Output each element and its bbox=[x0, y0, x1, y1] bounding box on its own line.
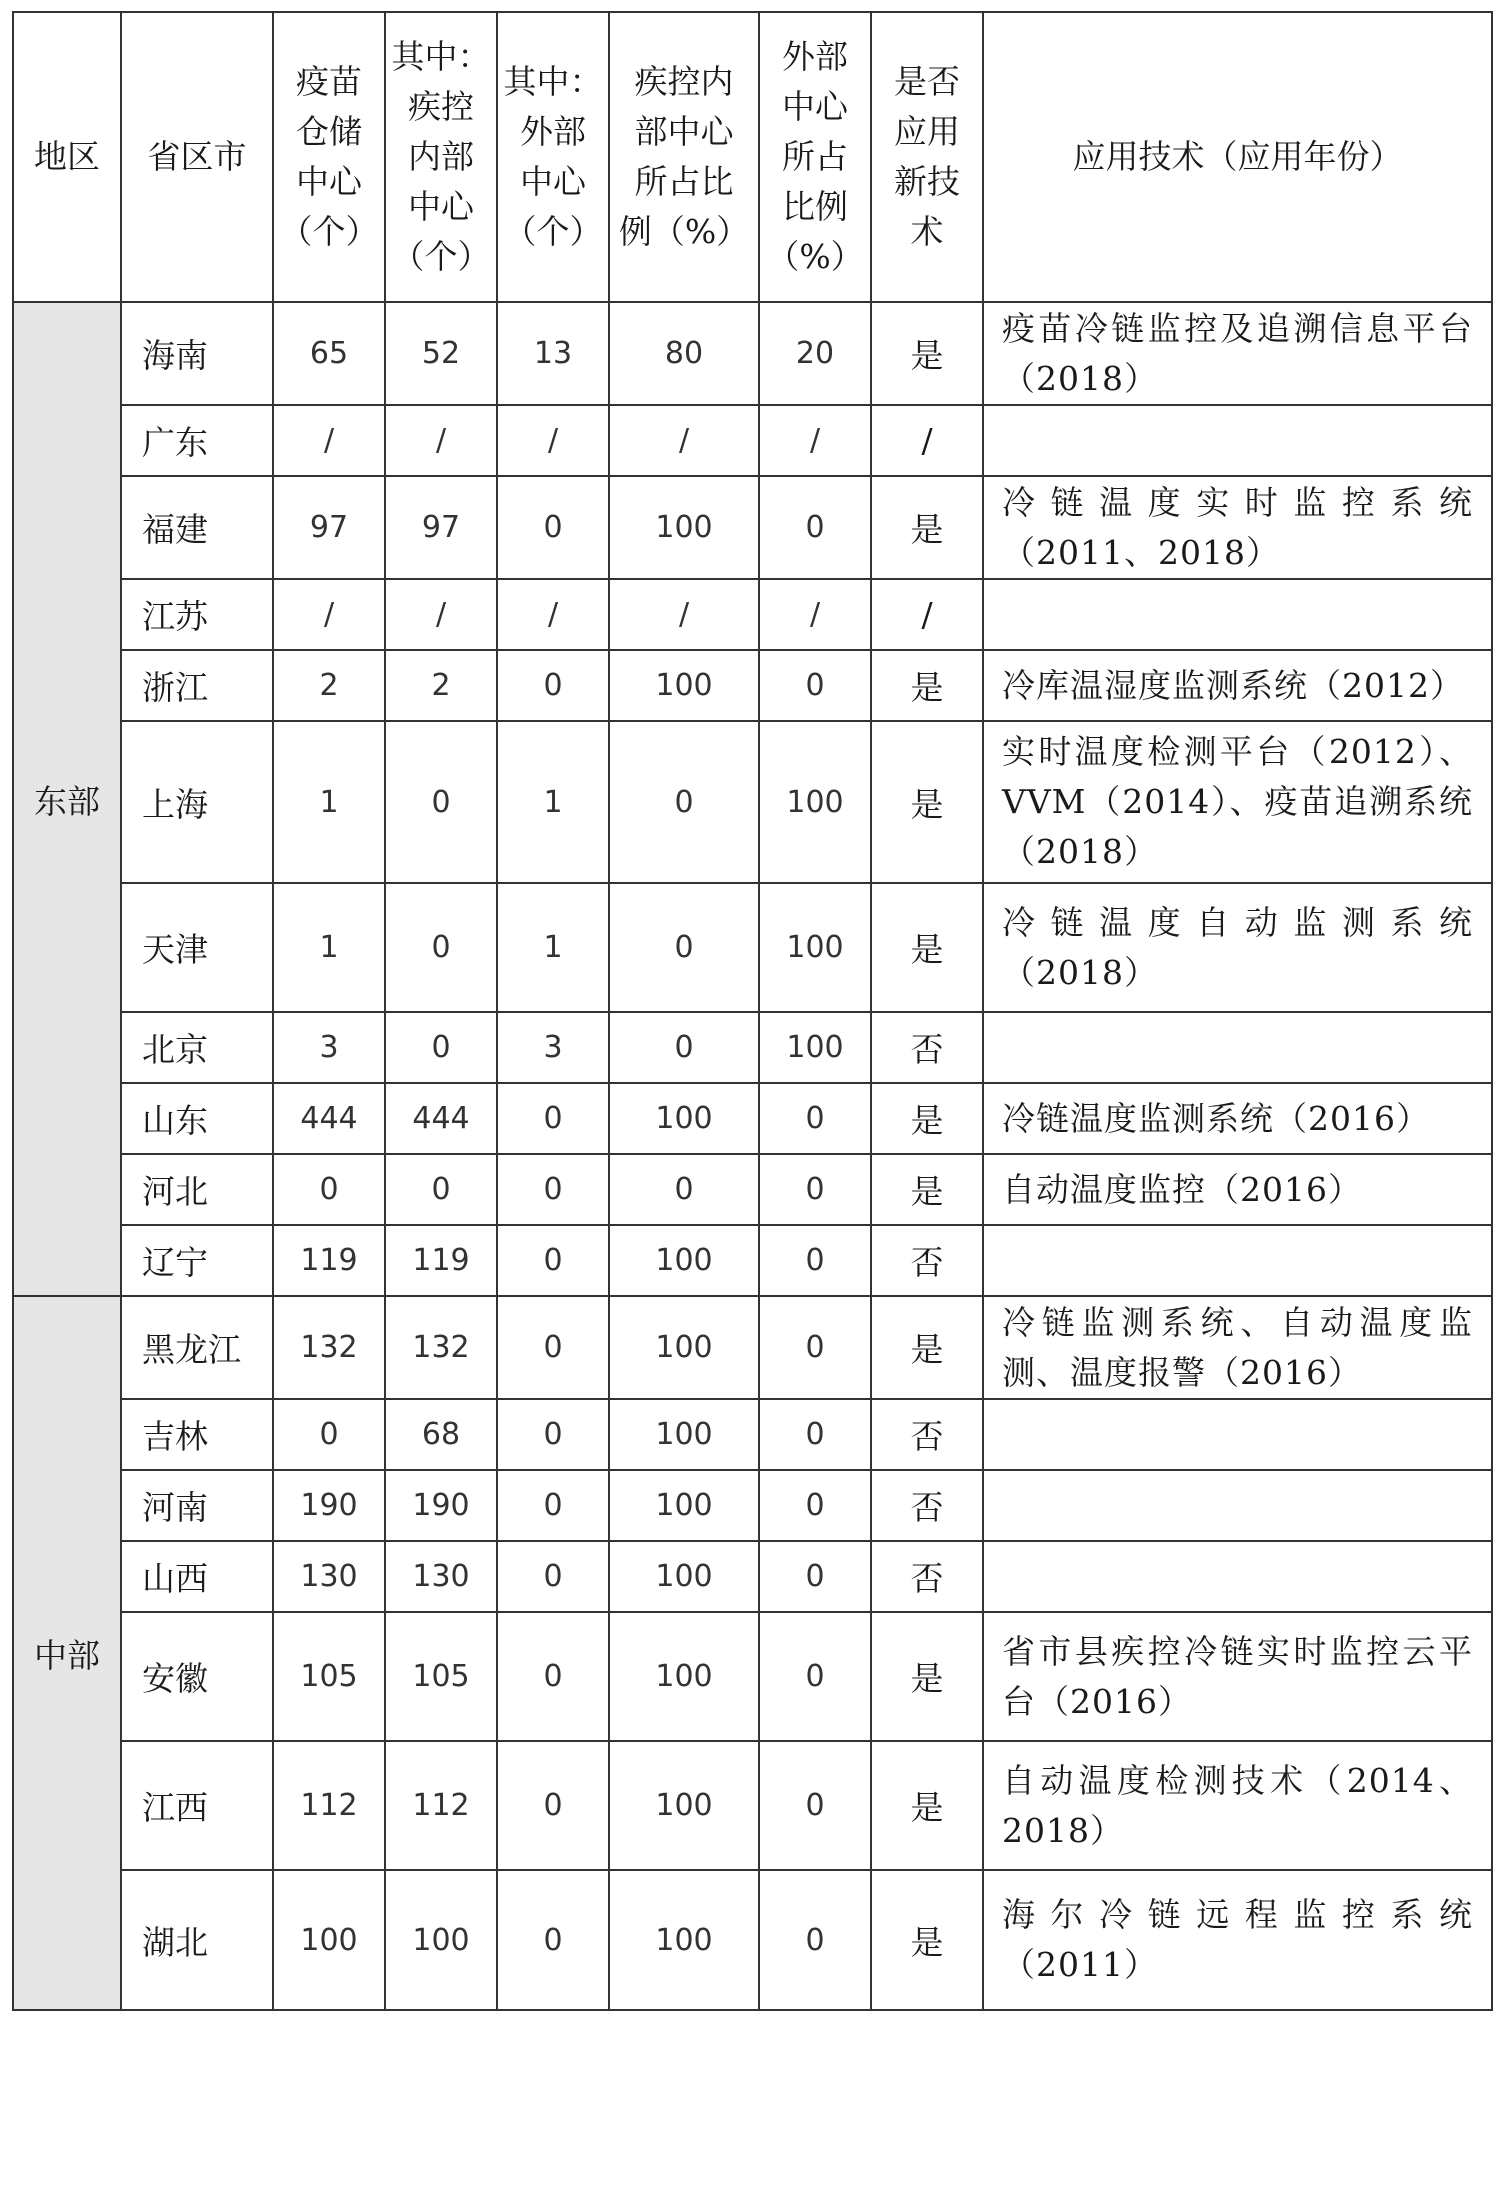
tech-cell bbox=[983, 1399, 1492, 1470]
header-total bbox=[273, 12, 385, 302]
new-tech-cell: / bbox=[871, 579, 983, 650]
vaccine-storage-table bbox=[12, 11, 1493, 2011]
region-cell: 中部 bbox=[13, 1296, 121, 2010]
table-row bbox=[13, 1470, 1492, 1541]
new-tech-cell: 是 bbox=[871, 1154, 983, 1225]
cdc-pct-cell: 100 bbox=[609, 1470, 759, 1541]
cdc-pct-cell: / bbox=[609, 405, 759, 476]
province-cell: 北京 bbox=[121, 1012, 273, 1083]
external-cell: 0 bbox=[497, 476, 609, 579]
province-cell: 上海 bbox=[121, 721, 273, 883]
table-row bbox=[13, 883, 1492, 1012]
region-cell: 东部 bbox=[13, 302, 121, 1296]
cdc-pct-cell: 0 bbox=[609, 1012, 759, 1083]
table-row bbox=[13, 1296, 1492, 1399]
external-pct-cell: 100 bbox=[759, 883, 871, 1012]
new-tech-cell: 是 bbox=[871, 650, 983, 721]
external-cell: 1 bbox=[497, 721, 609, 883]
cdc-pct-cell: 100 bbox=[609, 1083, 759, 1154]
external-pct-cell: 0 bbox=[759, 1870, 871, 2010]
cdc-pct-cell: 100 bbox=[609, 476, 759, 579]
table-row bbox=[13, 405, 1492, 476]
external-pct-cell: 0 bbox=[759, 650, 871, 721]
cdc-cell: 444 bbox=[385, 1083, 497, 1154]
external-cell: 0 bbox=[497, 1399, 609, 1470]
external-pct-cell: / bbox=[759, 405, 871, 476]
table-row bbox=[13, 1870, 1492, 2010]
header-cdc bbox=[385, 12, 497, 302]
tech-cell: 省市县疾控冷链实时监控云平台（2016） bbox=[983, 1612, 1492, 1741]
total-cell: 1 bbox=[273, 721, 385, 883]
province-cell: 浙江 bbox=[121, 650, 273, 721]
cdc-pct-cell: 100 bbox=[609, 650, 759, 721]
new-tech-cell: 是 bbox=[871, 721, 983, 883]
table-row bbox=[13, 1083, 1492, 1154]
header-line: 术 bbox=[910, 212, 944, 251]
header-row bbox=[13, 12, 1492, 302]
province-cell: 湖北 bbox=[121, 1870, 273, 2010]
new-tech-cell: 是 bbox=[871, 476, 983, 579]
table-row bbox=[13, 302, 1492, 405]
header-line: 所占 bbox=[782, 137, 848, 176]
province-cell: 海南 bbox=[121, 302, 273, 405]
header-line: 疾控内 bbox=[634, 62, 734, 101]
new-tech-cell: 否 bbox=[871, 1399, 983, 1470]
cdc-pct-cell: 80 bbox=[609, 302, 759, 405]
total-cell: 444 bbox=[273, 1083, 385, 1154]
header-region: 地区 bbox=[13, 12, 121, 302]
header-line: 所占比 bbox=[634, 162, 734, 201]
total-cell: 65 bbox=[273, 302, 385, 405]
cdc-cell: 105 bbox=[385, 1612, 497, 1741]
cdc-cell: 97 bbox=[385, 476, 497, 579]
cdc-pct-cell: 100 bbox=[609, 1399, 759, 1470]
tech-cell: 冷链温度监测系统（2016） bbox=[983, 1083, 1492, 1154]
table-row bbox=[13, 1541, 1492, 1612]
total-cell: / bbox=[273, 405, 385, 476]
cdc-cell: / bbox=[385, 579, 497, 650]
tech-cell bbox=[983, 1225, 1492, 1296]
table-body bbox=[13, 302, 1492, 2010]
new-tech-cell: 是 bbox=[871, 1870, 983, 2010]
external-cell: 0 bbox=[497, 1225, 609, 1296]
cdc-cell: 52 bbox=[385, 302, 497, 405]
tech-cell: 疫苗冷链监控及追溯信息平台（2018） bbox=[983, 302, 1492, 405]
cdc-pct-cell: 100 bbox=[609, 1541, 759, 1612]
table-row bbox=[13, 1012, 1492, 1083]
total-cell: / bbox=[273, 579, 385, 650]
cdc-cell: / bbox=[385, 405, 497, 476]
header-line: 其中： bbox=[391, 37, 491, 76]
total-cell: 105 bbox=[273, 1612, 385, 1741]
new-tech-cell: / bbox=[871, 405, 983, 476]
header-line: （个） bbox=[391, 237, 491, 276]
header-line: （%） bbox=[766, 237, 864, 276]
header-line: 疾控 bbox=[408, 87, 474, 126]
cdc-cell: 190 bbox=[385, 1470, 497, 1541]
tech-cell bbox=[983, 1012, 1492, 1083]
header-line: 外部 bbox=[520, 112, 586, 151]
external-pct-cell: 100 bbox=[759, 1012, 871, 1083]
external-cell: / bbox=[497, 579, 609, 650]
header-line: （个） bbox=[279, 212, 379, 251]
header-line: 部中心 bbox=[634, 112, 734, 151]
province-cell: 江西 bbox=[121, 1741, 273, 1870]
tech-cell bbox=[983, 1541, 1492, 1612]
table-row bbox=[13, 721, 1492, 883]
cdc-pct-cell: 0 bbox=[609, 721, 759, 883]
external-cell: 0 bbox=[497, 1470, 609, 1541]
external-cell: 0 bbox=[497, 1741, 609, 1870]
external-cell: 0 bbox=[497, 1612, 609, 1741]
cdc-cell: 112 bbox=[385, 1741, 497, 1870]
external-pct-cell: 0 bbox=[759, 1541, 871, 1612]
total-cell: 97 bbox=[273, 476, 385, 579]
table-row bbox=[13, 476, 1492, 579]
header-line: 新技 bbox=[894, 162, 960, 201]
external-pct-cell: 0 bbox=[759, 1612, 871, 1741]
province-cell: 山东 bbox=[121, 1083, 273, 1154]
province-cell: 广东 bbox=[121, 405, 273, 476]
new-tech-cell: 否 bbox=[871, 1225, 983, 1296]
tech-cell: 冷库温湿度监测系统（2012） bbox=[983, 650, 1492, 721]
new-tech-cell: 是 bbox=[871, 1296, 983, 1399]
external-cell: / bbox=[497, 405, 609, 476]
external-cell: 1 bbox=[497, 883, 609, 1012]
cdc-pct-cell: 100 bbox=[609, 1741, 759, 1870]
cdc-pct-cell: 100 bbox=[609, 1870, 759, 2010]
header-line: 仓储 bbox=[296, 112, 362, 151]
cdc-cell: 68 bbox=[385, 1399, 497, 1470]
external-pct-cell: 0 bbox=[759, 1399, 871, 1470]
external-cell: 0 bbox=[497, 1083, 609, 1154]
cdc-cell: 130 bbox=[385, 1541, 497, 1612]
tech-cell: 自动温度监控（2016） bbox=[983, 1154, 1492, 1225]
external-pct-cell: / bbox=[759, 579, 871, 650]
header-line: 其中： bbox=[503, 62, 603, 101]
table-row bbox=[13, 1154, 1492, 1225]
header-line: 中心 bbox=[296, 162, 362, 201]
tech-cell bbox=[983, 1470, 1492, 1541]
header-line: 外部 bbox=[782, 37, 848, 76]
cdc-pct-cell: 0 bbox=[609, 1154, 759, 1225]
external-cell: 0 bbox=[497, 1870, 609, 2010]
cdc-pct-cell: 100 bbox=[609, 1225, 759, 1296]
header-line: 疫苗 bbox=[296, 62, 362, 101]
external-pct-cell: 0 bbox=[759, 1083, 871, 1154]
tech-cell: 实时温度检测平台（2012）、VVM（2014）、疫苗追溯系统（2018） bbox=[983, 721, 1492, 883]
tech-cell: 冷链监测系统、自动温度监测、温度报警（2016） bbox=[983, 1296, 1492, 1399]
external-pct-cell: 0 bbox=[759, 1470, 871, 1541]
province-cell: 河北 bbox=[121, 1154, 273, 1225]
cdc-pct-cell: 100 bbox=[609, 1612, 759, 1741]
header-cdc-pct bbox=[609, 12, 759, 302]
external-cell: 0 bbox=[497, 650, 609, 721]
header-province: 省区市 bbox=[121, 12, 273, 302]
cdc-cell: 0 bbox=[385, 1012, 497, 1083]
header-line: 中心 bbox=[408, 187, 474, 226]
new-tech-cell: 否 bbox=[871, 1541, 983, 1612]
tech-cell bbox=[983, 579, 1492, 650]
external-cell: 0 bbox=[497, 1296, 609, 1399]
total-cell: 130 bbox=[273, 1541, 385, 1612]
total-cell: 3 bbox=[273, 1012, 385, 1083]
province-cell: 山西 bbox=[121, 1541, 273, 1612]
cdc-cell: 132 bbox=[385, 1296, 497, 1399]
cdc-cell: 2 bbox=[385, 650, 497, 721]
new-tech-cell: 是 bbox=[871, 883, 983, 1012]
new-tech-cell: 是 bbox=[871, 1741, 983, 1870]
cdc-pct-cell: 0 bbox=[609, 883, 759, 1012]
header-line: 例（%） bbox=[618, 212, 750, 251]
total-cell: 1 bbox=[273, 883, 385, 1012]
total-cell: 0 bbox=[273, 1399, 385, 1470]
total-cell: 100 bbox=[273, 1870, 385, 2010]
external-pct-cell: 0 bbox=[759, 1225, 871, 1296]
tech-cell: 海尔冷链远程监控系统（2011） bbox=[983, 1870, 1492, 2010]
tech-cell: 冷链温度自动监测系统（2018） bbox=[983, 883, 1492, 1012]
cdc-cell: 119 bbox=[385, 1225, 497, 1296]
total-cell: 190 bbox=[273, 1470, 385, 1541]
external-pct-cell: 0 bbox=[759, 1154, 871, 1225]
table-row bbox=[13, 579, 1492, 650]
new-tech-cell: 是 bbox=[871, 1083, 983, 1154]
external-pct-cell: 0 bbox=[759, 476, 871, 579]
header-line: 中心 bbox=[782, 87, 848, 126]
external-pct-cell: 0 bbox=[759, 1296, 871, 1399]
external-pct-cell: 0 bbox=[759, 1741, 871, 1870]
total-cell: 132 bbox=[273, 1296, 385, 1399]
external-pct-cell: 20 bbox=[759, 302, 871, 405]
header-external bbox=[497, 12, 609, 302]
new-tech-cell: 是 bbox=[871, 1612, 983, 1741]
cdc-pct-cell: / bbox=[609, 579, 759, 650]
province-cell: 天津 bbox=[121, 883, 273, 1012]
external-cell: 0 bbox=[497, 1541, 609, 1612]
province-cell: 江苏 bbox=[121, 579, 273, 650]
header-tech: 应用技术（应用年份） bbox=[983, 12, 1492, 302]
header-external-pct bbox=[759, 12, 871, 302]
tech-cell bbox=[983, 405, 1492, 476]
header-line: 内部 bbox=[408, 137, 474, 176]
external-cell: 3 bbox=[497, 1012, 609, 1083]
cdc-cell: 0 bbox=[385, 721, 497, 883]
header-line: （个） bbox=[503, 212, 603, 251]
header-line: 中心 bbox=[520, 162, 586, 201]
province-cell: 辽宁 bbox=[121, 1225, 273, 1296]
total-cell: 112 bbox=[273, 1741, 385, 1870]
header-new-tech bbox=[871, 12, 983, 302]
tech-cell: 冷链温度实时监控系统（2011、2018） bbox=[983, 476, 1492, 579]
province-cell: 黑龙江 bbox=[121, 1296, 273, 1399]
tech-cell: 自动温度检测技术（2014、2018） bbox=[983, 1741, 1492, 1870]
province-cell: 河南 bbox=[121, 1470, 273, 1541]
header-line: 比例 bbox=[782, 187, 848, 226]
cdc-cell: 100 bbox=[385, 1870, 497, 2010]
province-cell: 福建 bbox=[121, 476, 273, 579]
new-tech-cell: 否 bbox=[871, 1470, 983, 1541]
new-tech-cell: 否 bbox=[871, 1012, 983, 1083]
province-cell: 安徽 bbox=[121, 1612, 273, 1741]
cdc-pct-cell: 100 bbox=[609, 1296, 759, 1399]
table-row bbox=[13, 1399, 1492, 1470]
total-cell: 0 bbox=[273, 1154, 385, 1225]
new-tech-cell: 是 bbox=[871, 302, 983, 405]
table-row bbox=[13, 1225, 1492, 1296]
table-row bbox=[13, 650, 1492, 721]
table-row bbox=[13, 1612, 1492, 1741]
total-cell: 119 bbox=[273, 1225, 385, 1296]
cdc-cell: 0 bbox=[385, 883, 497, 1012]
external-pct-cell: 100 bbox=[759, 721, 871, 883]
table-row bbox=[13, 1741, 1492, 1870]
external-cell: 0 bbox=[497, 1154, 609, 1225]
province-cell: 吉林 bbox=[121, 1399, 273, 1470]
header-line: 是否 bbox=[894, 62, 960, 101]
total-cell: 2 bbox=[273, 650, 385, 721]
external-cell: 13 bbox=[497, 302, 609, 405]
cdc-cell: 0 bbox=[385, 1154, 497, 1225]
header-line: 应用 bbox=[894, 112, 960, 151]
